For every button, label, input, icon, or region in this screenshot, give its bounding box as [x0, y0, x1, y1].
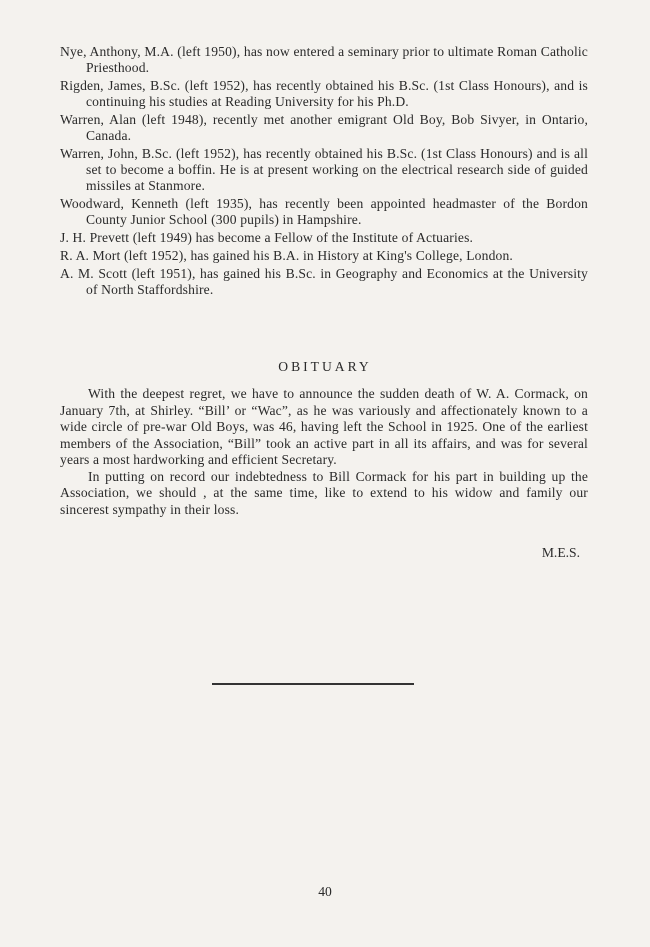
note-entry: Nye, Anthony, M.A. (left 1950), has now entered a seminary prior to ultimate Roman Catholic Priesthood. [60, 44, 588, 75]
note-entry: Warren, John, B.Sc. (left 1952), has recently obtained his B.Sc. (1st Class Honours) and is all set to become a boffin. He is at present working on the electrical research side of guided missiles at Stanmore. [60, 146, 588, 193]
note-entry: Warren, Alan (left 1948), recently met another emigrant Old Boy, Bob Sivyer, in Ontario, Canada. [60, 112, 588, 143]
obituary-heading: OBITUARY [278, 359, 372, 374]
note-entry: Rigden, James, B.Sc. (left 1952), has recently obtained his B.Sc. (1st Class Honours), and is continuing his studies at Reading University for his Ph.D. [60, 78, 588, 109]
obituary-signature: M.E.S. [541, 545, 580, 560]
note-entry: A. M. Scott (left 1951), has gained his B.Sc. in Geography and Economics at the University of North Staffordshire. [60, 266, 588, 297]
note-entry: J. H. Prevett (left 1949) has become a Fellow of the Institute of Actuaries. [60, 230, 474, 245]
note-entry: R. A. Mort (left 1952), has gained his B.A. in History at King's College, London. [60, 248, 513, 263]
old-boys-notes [60, 44, 588, 300]
obituary-paragraph: With the deepest regret, we have to announce the sudden death of W. A. Cormack, on January 7th, at Shirley. “Bill’ or “Wac”, as he was variously and affectionately known to a wide circle of pre-war Old Boys, was 46, having left the School in 1925. One of the earliest members of the Association, “Bill” took an active part in all its affairs, and was for several years a most hardworking and efficient Secretary. [60, 386, 588, 467]
divider-rule [212, 683, 414, 685]
obituary-paragraph: In putting on record our indebtedness to Bill Cormack for his part in building up the Association, we should , at the same time, like to extend to his widow and family our sincerest sympathy in their loss. [60, 468, 588, 517]
page-number: 40 [318, 884, 332, 899]
obituary-body [60, 386, 588, 518]
note-entry: Woodward, Kenneth (left 1935), has recently been appointed headmaster of the Bordon County Junior School (300 pupils) in Hampshire. [60, 196, 588, 227]
